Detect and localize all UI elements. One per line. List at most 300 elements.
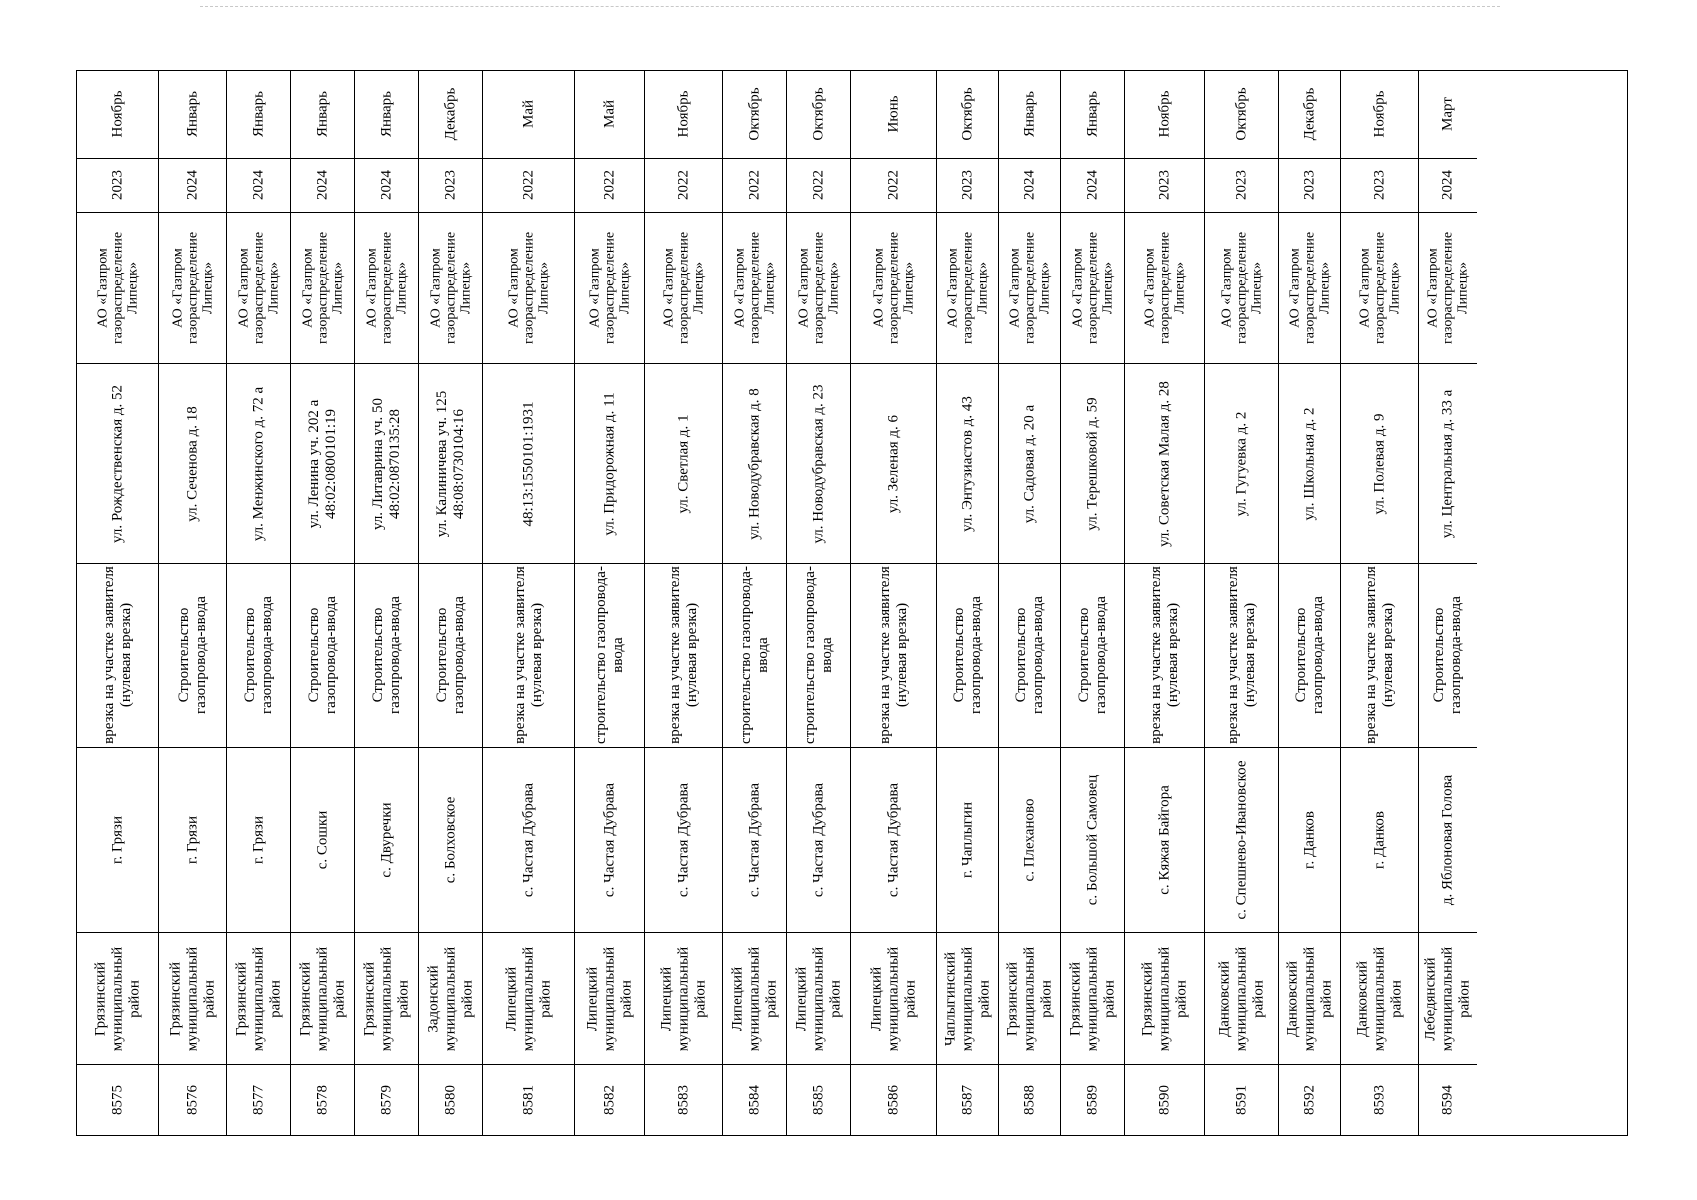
organization-cell-text: АО «Газпром газораспределение Липецк» — [796, 232, 841, 345]
organization-cell-text: АО «Газпром газораспределение Липецк» — [364, 232, 409, 345]
work-type-cell — [575, 564, 644, 748]
year-cell — [355, 159, 418, 213]
work-type-cell-text: Строительство газопровода-ввода — [1012, 596, 1046, 715]
table-row — [227, 71, 291, 1135]
address-cell-text: ул. Советская Малая д. 28 — [1156, 380, 1172, 547]
district-cell — [1125, 933, 1204, 1065]
organization-cell — [1279, 213, 1340, 365]
organization-cell — [77, 213, 158, 365]
month-cell-text: Ноябрь — [675, 90, 691, 138]
year-cell — [1125, 159, 1204, 213]
organization-cell — [937, 213, 998, 365]
work-type-cell-text: врезка на участке заявителя (нулевая врезка) — [876, 566, 910, 745]
month-cell-text: Декабрь — [1301, 88, 1317, 141]
settlement-cell — [419, 748, 482, 934]
work-type-cell — [483, 564, 574, 748]
settlement-cell-text: г. Грязи — [250, 816, 266, 865]
district-cell — [575, 933, 644, 1065]
row-number-cell-text: 8588 — [1021, 1085, 1037, 1116]
settlement-cell — [851, 748, 936, 934]
gas-connection-table — [76, 70, 1628, 1136]
year-cell — [1279, 159, 1340, 213]
district-cell — [77, 933, 158, 1065]
row-number-cell-text: 8583 — [675, 1085, 691, 1116]
district-cell — [419, 933, 482, 1065]
year-cell-text: 2024 — [378, 170, 394, 201]
address-cell — [159, 364, 226, 564]
work-type-cell-text: строительство газопровода-ввода — [737, 566, 771, 745]
settlement-cell-text: с. Частая Дубрава — [520, 783, 536, 898]
year-cell-text: 2023 — [1301, 170, 1317, 201]
row-number-cell — [227, 1065, 290, 1135]
year-cell-text: 2023 — [1156, 170, 1172, 201]
work-type-cell — [999, 564, 1060, 748]
district-cell — [999, 933, 1060, 1065]
address-cell-text: ул. Придорожная д. 11 — [601, 392, 617, 536]
settlement-cell-text: г. Грязи — [109, 816, 125, 865]
address-cell — [1279, 364, 1340, 564]
district-cell-text: Задонский муниципальный район — [425, 946, 475, 1051]
scan-edge-artifact — [200, 6, 1500, 9]
month-cell — [937, 71, 998, 159]
address-cell — [483, 364, 574, 564]
table-row — [723, 71, 787, 1135]
organization-cell — [159, 213, 226, 365]
table-row — [1341, 71, 1419, 1135]
settlement-cell — [483, 748, 574, 934]
settlement-cell-text: с. Частая Дубрава — [810, 783, 826, 898]
row-number-cell — [1279, 1065, 1340, 1135]
work-type-cell — [937, 564, 998, 748]
district-cell-text: Грязинский муниципальный район — [1004, 946, 1054, 1051]
address-cell-text: ул. Полевая д. 9 — [1371, 413, 1387, 515]
settlement-cell-text: д. Яблоновая Голова — [1439, 774, 1456, 906]
address-cell-text: ул. Новодубравская д. 8 — [746, 387, 762, 540]
row-number-cell — [291, 1065, 354, 1135]
work-type-cell — [1419, 564, 1477, 748]
settlement-cell-text: г. Данков — [1301, 811, 1317, 870]
address-cell-text: ул. Ленина уч. 202 а 48:02:0800101:19 — [305, 399, 339, 529]
month-cell — [851, 71, 936, 159]
work-type-cell — [1341, 564, 1418, 748]
year-cell-text: 2023 — [442, 170, 458, 201]
year-cell — [159, 159, 226, 213]
organization-cell-text: АО «Газпром газораспределение Липецк» — [732, 232, 777, 345]
month-cell — [723, 71, 786, 159]
settlement-cell-text: с. Большой Самовец — [1084, 774, 1100, 906]
district-cell-text: Грязинский муниципальный район — [1139, 946, 1189, 1051]
settlement-cell — [291, 748, 354, 934]
settlement-cell-text: с. Двуречки — [378, 802, 394, 878]
address-cell — [1205, 364, 1278, 564]
year-cell — [483, 159, 574, 213]
month-cell-text: Ноябрь — [109, 90, 125, 138]
month-cell — [77, 71, 158, 159]
organization-cell — [291, 213, 354, 365]
address-cell-text: ул. Зеленая д. 6 — [885, 414, 901, 513]
row-number-cell-text: 8589 — [1084, 1085, 1100, 1116]
month-cell — [575, 71, 644, 159]
work-type-cell-text: Строительство газопровода-ввода — [305, 596, 339, 715]
table-row — [483, 71, 575, 1135]
organization-cell-text: АО «Газпром газораспределение Липецк» — [1007, 232, 1052, 345]
district-cell — [1279, 933, 1340, 1065]
year-cell-text: 2022 — [601, 170, 617, 201]
year-cell — [291, 159, 354, 213]
district-cell-text: Данковский муниципальный район — [1284, 946, 1334, 1051]
month-cell-text: Ноябрь — [1156, 90, 1172, 138]
month-cell — [291, 71, 354, 159]
month-cell-text: Октябрь — [1233, 87, 1249, 141]
organization-cell — [483, 213, 574, 365]
district-cell-text: Чаплыгинский муниципальный район — [942, 946, 992, 1051]
table-row — [851, 71, 937, 1135]
row-number-cell — [419, 1065, 482, 1135]
table-row — [291, 71, 355, 1135]
address-cell — [851, 364, 936, 564]
organization-cell-text: АО «Газпром газораспределение Липецк» — [428, 232, 473, 345]
year-cell-text: 2024 — [184, 170, 200, 201]
row-number-cell-text: 8590 — [1156, 1085, 1172, 1116]
address-cell — [999, 364, 1060, 564]
work-type-cell — [1205, 564, 1278, 748]
month-cell-text: Январь — [1021, 91, 1037, 138]
work-type-cell-text: Строительство газопровода-ввода — [433, 596, 467, 715]
settlement-cell-text: г. Чаплыгин — [959, 802, 975, 879]
work-type-cell — [1125, 564, 1204, 748]
work-type-cell — [77, 564, 158, 748]
district-cell-text: Грязинский муниципальный район — [167, 946, 217, 1051]
settlement-cell-text: с. Болховское — [442, 796, 458, 884]
district-cell-text: Лебедянский муниципальный район — [1422, 946, 1473, 1051]
work-type-cell-text: Строительство газопровода-ввода — [241, 596, 275, 715]
organization-cell-text: АО «Газпром газораспределение Липецк» — [1142, 232, 1187, 345]
row-number-cell-text: 8575 — [109, 1085, 125, 1116]
district-cell — [1061, 933, 1124, 1065]
work-type-cell — [851, 564, 936, 748]
address-cell — [575, 364, 644, 564]
month-cell — [419, 71, 482, 159]
settlement-cell — [1125, 748, 1204, 934]
settlement-cell — [77, 748, 158, 934]
month-cell — [1061, 71, 1124, 159]
work-type-cell-text: врезка на участке заявителя (нулевая врезка) — [511, 566, 545, 745]
organization-cell — [1061, 213, 1124, 365]
month-cell-text: Июнь — [885, 95, 901, 133]
year-cell-text: 2024 — [250, 170, 266, 201]
address-cell-text: ул. Энтузиастов д. 43 — [959, 395, 975, 532]
year-cell-text: 2024 — [1439, 170, 1456, 201]
district-cell — [1341, 933, 1418, 1065]
month-cell-text: Январь — [184, 91, 200, 138]
organization-cell-text: АО «Газпром газораспределение Липецк» — [1219, 232, 1264, 345]
row-number-cell — [645, 1065, 722, 1135]
organization-cell-text: АО «Газпром газораспределение Липецк» — [170, 232, 215, 345]
table-row — [1279, 71, 1341, 1135]
address-cell — [1419, 364, 1477, 564]
row-number-cell-text: 8577 — [250, 1085, 266, 1116]
address-cell-text: ул. Центральная д. 33 а — [1439, 389, 1456, 539]
address-cell-text: ул. Школьная д. 2 — [1301, 407, 1317, 521]
row-number-cell — [787, 1065, 850, 1135]
district-cell — [159, 933, 226, 1065]
settlement-cell — [1205, 748, 1278, 934]
district-cell-text: Грязинский муниципальный район — [361, 946, 411, 1051]
organization-cell — [999, 213, 1060, 365]
year-cell — [1205, 159, 1278, 213]
row-number-cell-text: 8592 — [1301, 1085, 1317, 1116]
address-cell — [937, 364, 998, 564]
year-cell-text: 2023 — [1233, 170, 1249, 201]
year-cell — [419, 159, 482, 213]
work-type-cell-text: врезка на участке заявителя (нулевая врезка) — [666, 566, 700, 745]
work-type-cell-text: строительство газопровода-ввода — [801, 566, 835, 745]
address-cell — [419, 364, 482, 564]
year-cell-text: 2022 — [885, 170, 901, 201]
district-cell — [1419, 933, 1477, 1065]
settlement-cell — [575, 748, 644, 934]
month-cell-text: Ноябрь — [1371, 90, 1387, 138]
month-cell-text: Май — [520, 100, 536, 129]
work-type-cell-text: врезка на участке заявителя (нулевая врезка) — [1147, 566, 1181, 745]
year-cell — [575, 159, 644, 213]
year-cell — [723, 159, 786, 213]
address-cell — [645, 364, 722, 564]
year-cell-text: 2023 — [1371, 170, 1387, 201]
month-cell — [1205, 71, 1278, 159]
settlement-cell — [787, 748, 850, 934]
year-cell — [787, 159, 850, 213]
address-cell-text: ул. Терешковой д. 59 — [1084, 397, 1100, 531]
row-number-cell-text: 8579 — [378, 1085, 394, 1116]
district-cell-text: Липецкий муниципальный район — [658, 946, 708, 1051]
organization-cell — [575, 213, 644, 365]
settlement-cell — [1061, 748, 1124, 934]
table-row — [1061, 71, 1125, 1135]
month-cell — [787, 71, 850, 159]
address-cell — [291, 364, 354, 564]
month-cell-text: Октябрь — [746, 87, 762, 141]
settlement-cell — [937, 748, 998, 934]
address-cell-text: ул. Калиничева уч. 125 48:08:0730104:16 — [433, 390, 467, 538]
organization-cell-text: АО «Газпром газораспределение Липецк» — [871, 232, 916, 345]
month-cell — [999, 71, 1060, 159]
address-cell — [227, 364, 290, 564]
work-type-cell — [355, 564, 418, 748]
settlement-cell — [159, 748, 226, 934]
organization-cell — [355, 213, 418, 365]
row-number-cell-text: 8585 — [810, 1085, 826, 1116]
settlement-cell-text: с. Частая Дубрава — [675, 783, 691, 898]
row-number-cell-text: 8593 — [1371, 1085, 1387, 1116]
year-cell — [937, 159, 998, 213]
district-cell — [851, 933, 936, 1065]
row-number-cell-text: 8587 — [959, 1085, 975, 1116]
year-cell-text: 2022 — [810, 170, 826, 201]
district-cell — [227, 933, 290, 1065]
month-cell — [159, 71, 226, 159]
month-cell — [1279, 71, 1340, 159]
address-cell — [77, 364, 158, 564]
work-type-cell-text: Строительство газопровода-ввода — [1075, 596, 1109, 715]
row-number-cell-text: 8586 — [885, 1085, 901, 1116]
work-type-cell — [1279, 564, 1340, 748]
year-cell — [1061, 159, 1124, 213]
work-type-cell-text: строительство газопровода-ввода — [592, 566, 626, 745]
row-number-cell — [937, 1065, 998, 1135]
table-row — [645, 71, 723, 1135]
row-number-cell-text: 8576 — [184, 1085, 200, 1116]
settlement-cell-text: с. Частая Дубрава — [885, 783, 901, 898]
row-number-cell — [1061, 1065, 1124, 1135]
address-cell-text: ул. Гугуевка д. 2 — [1233, 411, 1249, 517]
address-cell-text: ул. Менжинского д. 72 а — [250, 386, 266, 541]
row-number-cell — [723, 1065, 786, 1135]
settlement-cell-text: с. Спешнево-Ивановское — [1233, 760, 1249, 920]
organization-cell-text: АО «Газпром газораспределение Липецк» — [506, 232, 551, 345]
organization-cell-text: АО «Газпром газораспределение Липецк» — [945, 232, 990, 345]
work-type-cell-text: Строительство газопровода-ввода — [369, 596, 403, 715]
year-cell-text: 2022 — [746, 170, 762, 201]
table-row — [1125, 71, 1205, 1135]
organization-cell — [1205, 213, 1278, 365]
settlement-cell-text: с. Кяжая Байгора — [1156, 785, 1172, 895]
table-row — [575, 71, 645, 1135]
year-cell-text: 2022 — [520, 170, 536, 201]
district-cell-text: Грязинский муниципальный район — [92, 946, 142, 1051]
settlement-cell — [999, 748, 1060, 934]
table-row — [937, 71, 999, 1135]
organization-cell-text: АО «Газпром газораспределение Липецк» — [1357, 232, 1402, 345]
organization-cell — [227, 213, 290, 365]
year-cell-text: 2024 — [314, 170, 330, 201]
address-cell-text: ул. Садовая д. 20 а — [1021, 404, 1037, 523]
work-type-cell — [1061, 564, 1124, 748]
year-cell — [1341, 159, 1418, 213]
district-cell-text: Липецкий муниципальный район — [868, 946, 918, 1051]
address-cell-text: ул. Светлая д. 1 — [675, 414, 691, 514]
organization-cell-text: АО «Газпром газораспределение Липецк» — [587, 232, 632, 345]
address-cell — [787, 364, 850, 564]
address-cell — [355, 364, 418, 564]
work-type-cell — [291, 564, 354, 748]
settlement-cell — [645, 748, 722, 934]
settlement-cell — [1341, 748, 1418, 934]
organization-cell-text: АО «Газпром газораспределение Липецк» — [300, 232, 345, 345]
settlement-cell-text: с. Плеханово — [1021, 798, 1037, 882]
organization-cell-text: АО «Газпром газораспределение Липецк» — [1425, 232, 1471, 345]
organization-cell — [419, 213, 482, 365]
district-cell — [1205, 933, 1278, 1065]
organization-cell — [1419, 213, 1477, 365]
year-cell — [1419, 159, 1477, 213]
month-cell — [483, 71, 574, 159]
row-number-cell — [159, 1065, 226, 1135]
address-cell-text: 48:13:1550101:1931 — [520, 401, 536, 527]
work-type-cell-text: Строительство газопровода-ввода — [1292, 596, 1326, 715]
row-number-cell-text: 8578 — [314, 1085, 330, 1116]
row-number-cell — [999, 1065, 1060, 1135]
table-row — [159, 71, 227, 1135]
row-number-cell-text: 8580 — [442, 1085, 458, 1116]
table-row — [787, 71, 851, 1135]
address-cell — [1341, 364, 1418, 564]
address-cell-text: ул. Новодубравская д. 23 — [810, 384, 826, 544]
month-cell — [1419, 71, 1477, 159]
work-type-cell — [419, 564, 482, 748]
row-number-cell — [355, 1065, 418, 1135]
district-cell-text: Липецкий муниципальный район — [793, 946, 843, 1051]
month-cell — [1341, 71, 1418, 159]
district-cell — [723, 933, 786, 1065]
organization-cell — [645, 213, 722, 365]
row-number-cell — [1125, 1065, 1204, 1135]
district-cell-text: Данковский муниципальный район — [1216, 946, 1266, 1051]
work-type-cell-text: врезка на участке заявителя (нулевая врезка) — [1362, 566, 1396, 745]
work-type-cell-text: Строительство газопровода-ввода — [1431, 596, 1464, 715]
settlement-cell — [723, 748, 786, 934]
district-cell — [355, 933, 418, 1065]
table-row — [77, 71, 159, 1135]
organization-cell — [723, 213, 786, 365]
settlement-cell — [1279, 748, 1340, 934]
settlement-cell — [1419, 748, 1477, 934]
month-cell-text: Январь — [314, 91, 330, 138]
address-cell-text: ул. Сеченова д. 18 — [184, 406, 200, 522]
organization-cell — [1125, 213, 1204, 365]
year-cell — [645, 159, 722, 213]
organization-cell — [1341, 213, 1418, 365]
district-cell-text: Грязинский муниципальный район — [1067, 946, 1117, 1051]
month-cell — [227, 71, 290, 159]
year-cell-text: 2023 — [109, 170, 125, 201]
address-cell — [1125, 364, 1204, 564]
district-cell-text: Грязинский муниципальный район — [297, 946, 347, 1051]
district-cell — [937, 933, 998, 1065]
district-cell-text: Липецкий муниципальный район — [729, 946, 779, 1051]
table-row — [1205, 71, 1279, 1135]
month-cell-text: Январь — [1084, 91, 1100, 138]
organization-cell — [851, 213, 936, 365]
table-row — [355, 71, 419, 1135]
month-cell-text: Декабрь — [442, 88, 458, 141]
organization-cell-text: АО «Газпром газораспределение Липецк» — [236, 232, 281, 345]
row-number-cell-text: 8594 — [1439, 1085, 1456, 1116]
table-row — [419, 71, 483, 1135]
row-number-cell-text: 8582 — [601, 1085, 617, 1116]
work-type-cell-text: Строительство газопровода-ввода — [950, 596, 984, 715]
district-cell-text: Грязинский муниципальный район — [233, 946, 283, 1051]
work-type-cell-text: Строительство газопровода-ввода — [175, 596, 209, 715]
work-type-cell-text: врезка на участке заявителя (нулевая врезка) — [1224, 566, 1258, 745]
month-cell-text: Октябрь — [959, 87, 975, 141]
district-cell — [291, 933, 354, 1065]
organization-cell-text: АО «Газпром газораспределение Липецк» — [1070, 232, 1115, 345]
year-cell — [227, 159, 290, 213]
year-cell-text: 2022 — [675, 170, 691, 201]
month-cell — [1125, 71, 1204, 159]
work-type-cell — [723, 564, 786, 748]
district-cell — [787, 933, 850, 1065]
row-number-cell — [1341, 1065, 1418, 1135]
settlement-cell-text: с. Сошки — [314, 810, 330, 870]
row-number-cell-text: 8591 — [1233, 1085, 1249, 1116]
year-cell — [999, 159, 1060, 213]
district-cell — [645, 933, 722, 1065]
year-cell-text: 2024 — [1084, 170, 1100, 201]
month-cell — [355, 71, 418, 159]
work-type-cell — [159, 564, 226, 748]
